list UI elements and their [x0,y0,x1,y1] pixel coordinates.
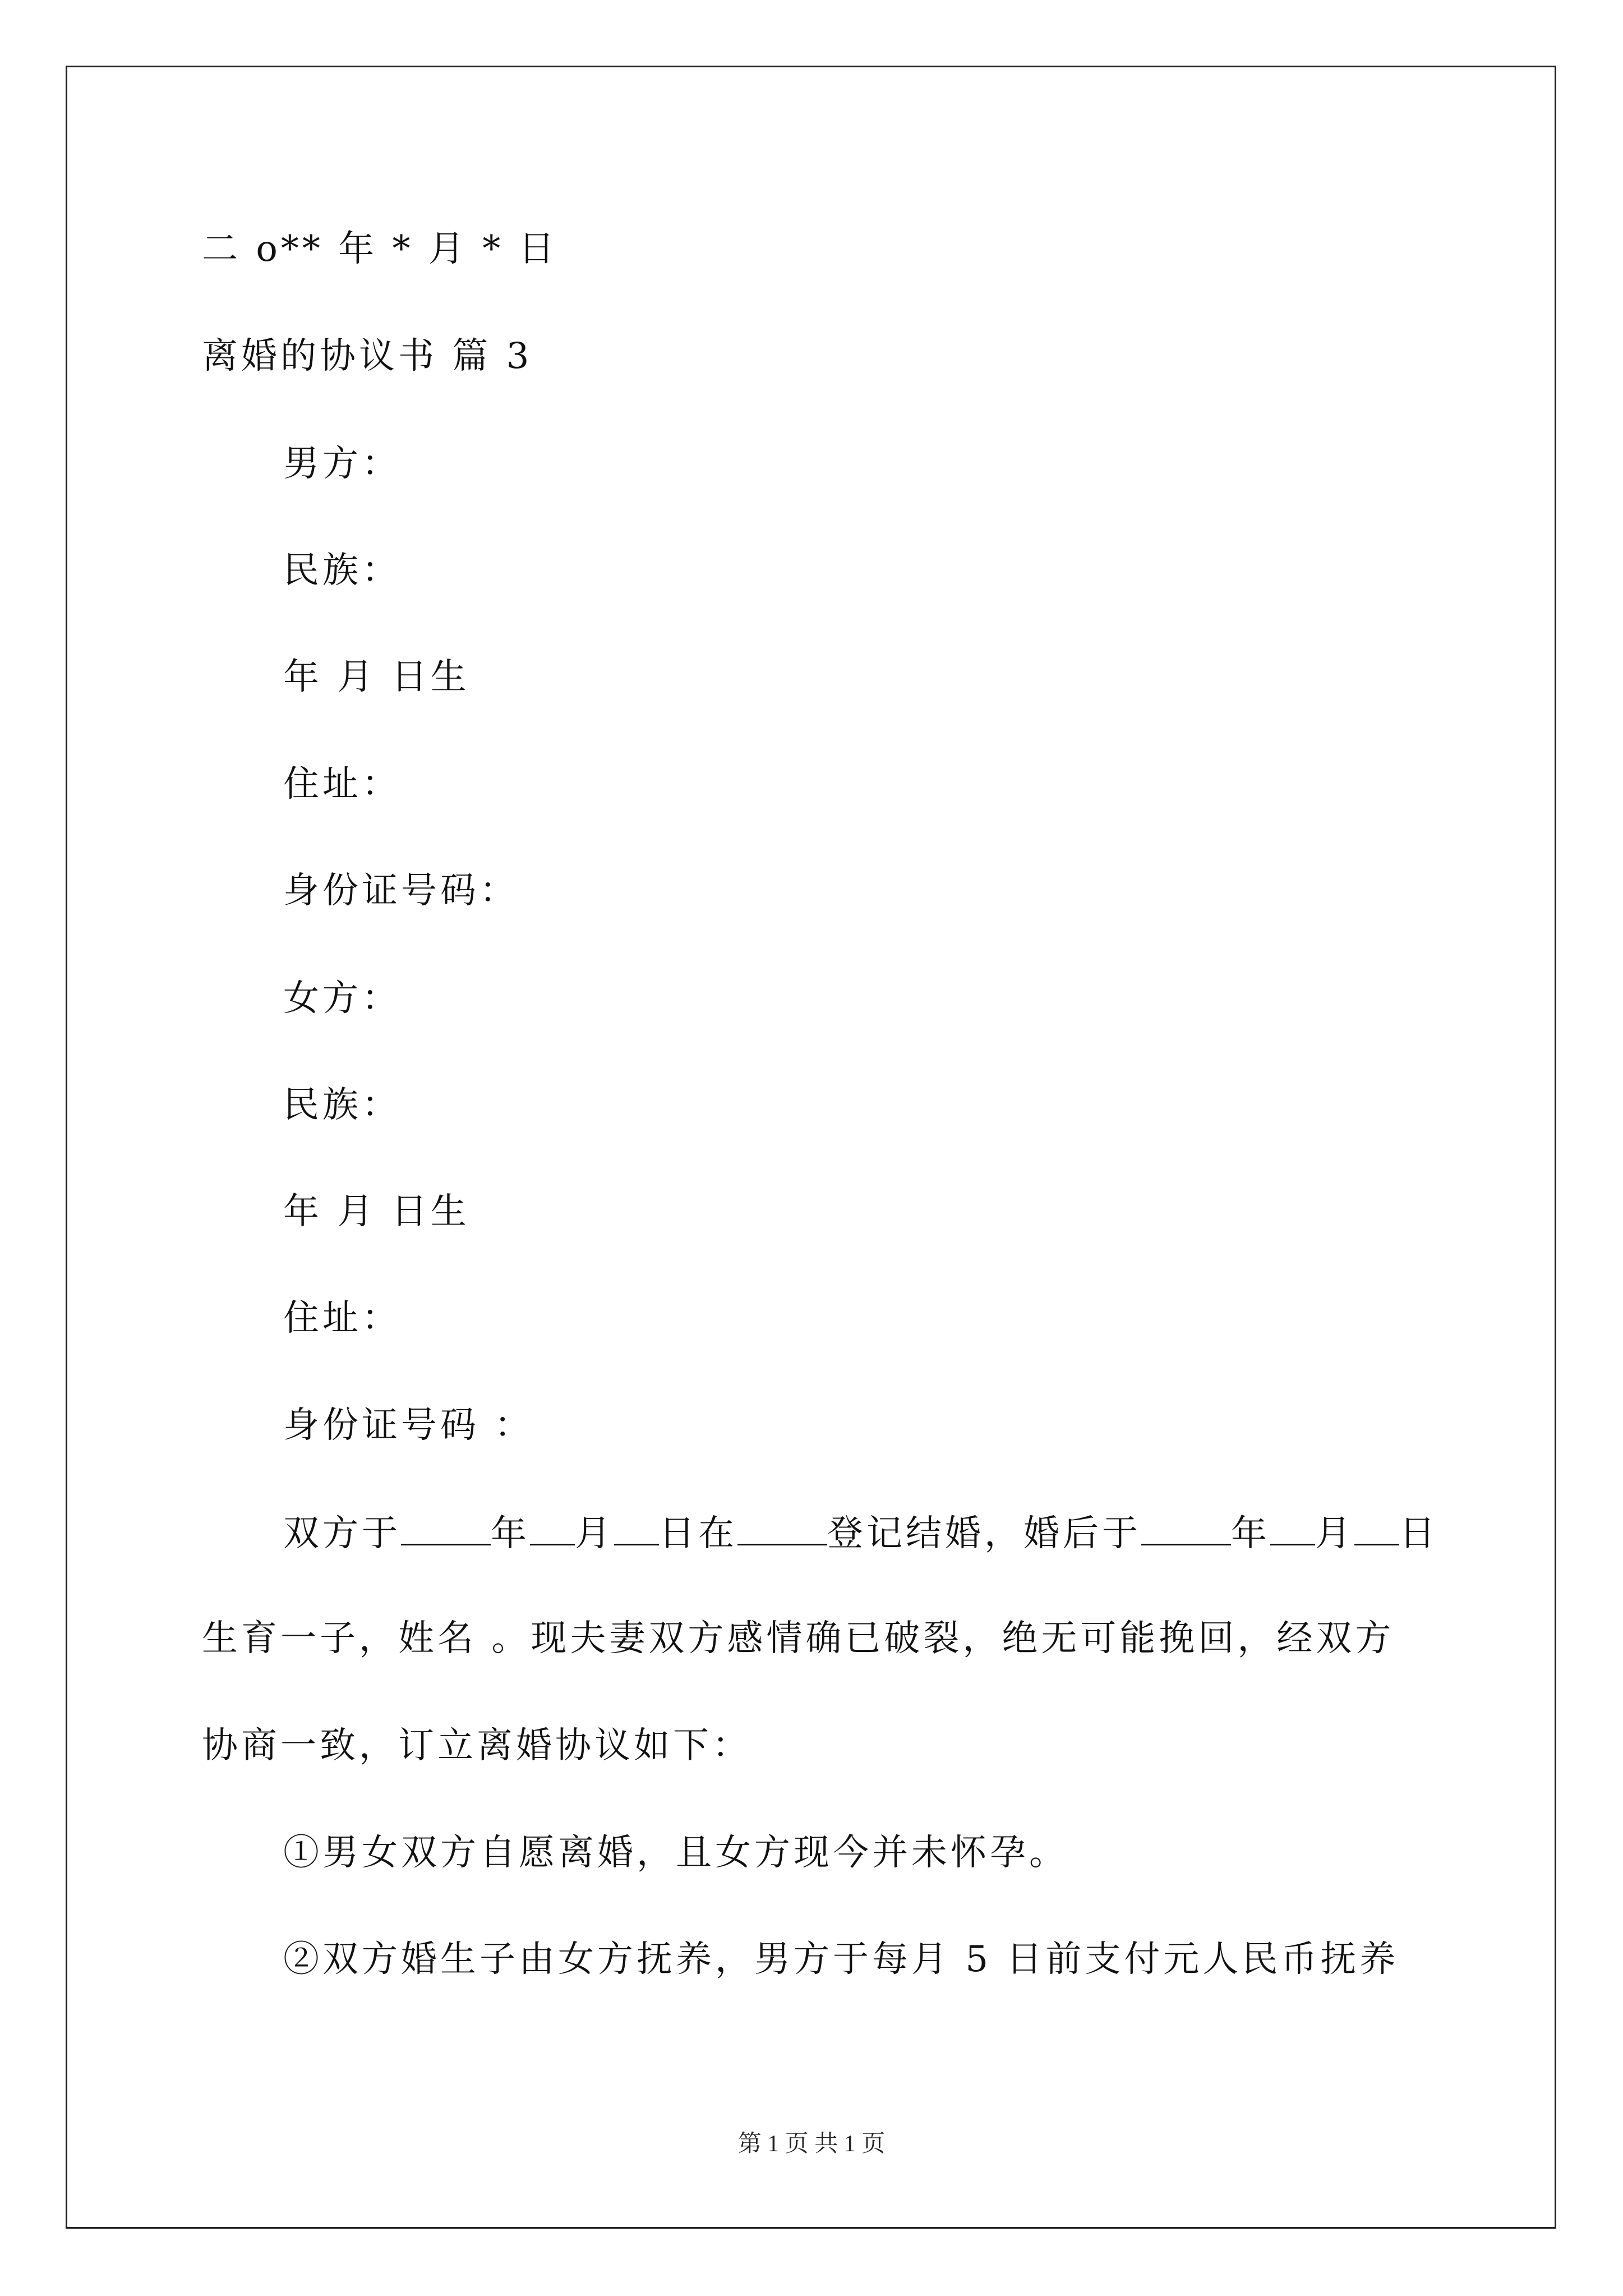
blank-line [401,1515,491,1545]
female-id: 身份证号码 ： [283,1405,534,1446]
para-text: 日 [1399,1513,1438,1554]
clause-1: ①男女双方自愿离婚，且女方现今并未怀孕。 [283,1832,1068,1874]
paragraph-marriage-line2: 生育一子，姓名 。现夫妻双方感情确已破裂，绝无可能挽回，经双方 [202,1618,1395,1659]
male-label: 男方： [283,443,401,485]
page-border [66,66,1556,2229]
male-id: 身份证号码： [283,870,519,912]
section-title: 离婚的协议书 篇 3 [202,335,533,377]
blank-line [1354,1515,1399,1545]
para-text: 年 [491,1513,530,1554]
para-text: 月 [575,1513,614,1554]
para-text: 年 [1231,1513,1270,1554]
page-footer: 第 1 页 共 1 页 [737,2131,886,2157]
blank-line [530,1515,575,1545]
para-text: 月 [1315,1513,1354,1554]
clause-2: ②双方婚生子由女方抚养，男方于每月 5 日前支付元人民币抚养 [283,1939,1399,1980]
male-birth: 年 月 日生 [283,656,470,698]
female-ethnicity: 民族： [283,1084,401,1126]
female-birth: 年 月 日生 [283,1191,470,1232]
female-label: 女方： [283,978,401,1019]
date-line: 二 o** 年 * 月 * 日 [202,228,558,270]
female-address: 住址： [283,1297,401,1339]
blank-line [1141,1515,1231,1545]
para-text: 登记结婚，婚后于 [827,1513,1141,1554]
para-text: 日在 [659,1513,737,1554]
blank-line [614,1515,659,1545]
male-address: 住址： [283,763,401,805]
paragraph-marriage-line3: 协商一致，订立离婚协议如下： [202,1725,751,1766]
male-ethnicity: 民族： [283,550,401,591]
blank-line [1270,1515,1315,1545]
blank-line [737,1515,827,1545]
para-text: 双方于 [283,1513,401,1554]
paragraph-marriage-line1 [283,1515,1438,1552]
